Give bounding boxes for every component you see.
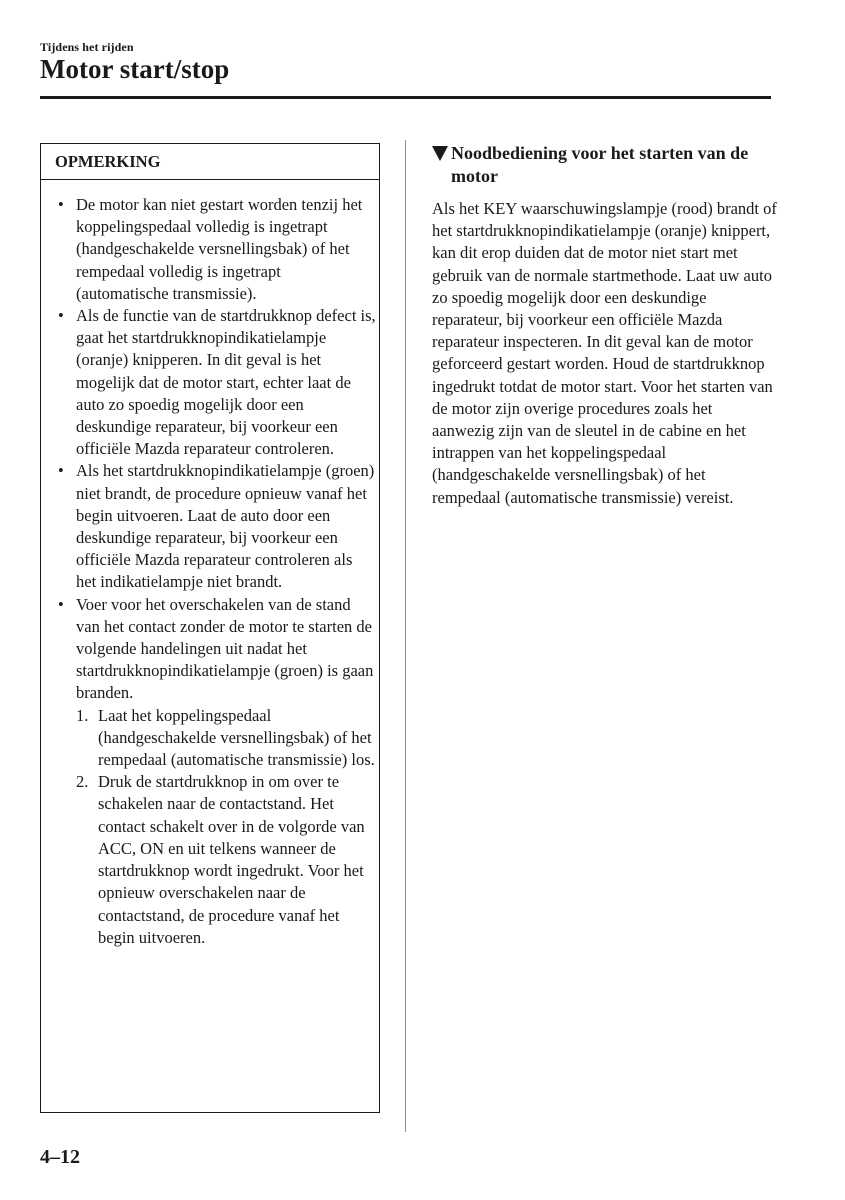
step-text: Laat het koppelingspedaal (handgeschakelde versnellingsbak) of het rempedaal (automatische transmissie) los. xyxy=(98,705,375,770)
note-bullet xyxy=(58,194,376,305)
step-text: Druk de startdrukknop in om over te schakelen naar de contactstand. Het contact schakelt over in de volgorde van ACC, ON en uit telkens wanneer de startdrukknop wordt ingedrukt. Voor het opnieuw overschakelen naar de contactstand, de procedure vanaf het begin uitvoeren. xyxy=(98,772,365,947)
page-title: Motor start/stop xyxy=(40,54,230,84)
bullet-text: Voer voor het overschakelen van de stand van het contact zonder de motor te starten de volgende handelingen uit nadat het startdrukknopindikatielampje (groen) is gaan branden. xyxy=(76,594,374,703)
note-title: OPMERKING xyxy=(41,144,379,180)
column-divider xyxy=(405,140,406,1132)
page-number: 4–12 xyxy=(40,1146,80,1168)
step-number: 1. xyxy=(76,705,89,725)
bullet-text: De motor kan niet gestart worden tenzij het koppelingspedaal volledig is ingetrapt (handgeschakelde versnellingsbak) of het rempedaal volledig is ingetrapt (automatische transmissie). xyxy=(76,195,363,303)
note-bullet xyxy=(58,460,376,593)
right-column xyxy=(432,142,777,509)
triangle-down-icon xyxy=(432,146,448,161)
section-body: Als het KEY waarschuwingslampje (rood) brandt of het startdrukknopindikatielampje (oranje) knippert, kan dit erop duiden dat de motor niet start met gebruik van de normale startmethode. Laat uw auto zo spoedig mogelijk door een deskundige reparateur, bij voorkeur een officiële Mazda reparateur inspecteren. In dit geval kan de motor geforceerd gestart worden. Houd de startdrukknop ingedrukt totdat de motor start. Voor het starten van de motor zijn overige procedures zoals het aanwezig zijn van de sleutel in de cabine en het intrappen van het koppelingspedaal (handgeschakelde versnellingsbak) of het rempedaal (automatische transmissie) vereist. xyxy=(432,199,777,507)
bullet-dot-icon: • xyxy=(58,461,64,481)
step-item xyxy=(58,771,376,949)
section-heading xyxy=(432,142,777,188)
note-bullet xyxy=(58,305,376,460)
note-body xyxy=(58,194,376,949)
bullet-text: Als de functie van de startdrukknop defect is, gaat het startdrukknopindikatielampje (oranje) knipperen. In dit geval is het mogelijk dat de motor start, echter laat de auto zo spoedig mogelijk door een deskundige reparateur, bij voorkeur een officiële Mazda reparateur controleren. xyxy=(76,306,376,459)
bullet-dot-icon: • xyxy=(58,195,64,214)
bullet-text: Als het startdrukknopindikatielampje (groen) niet brandt, de procedure opnieuw vanaf het begin uitvoeren. Laat de auto door een deskundige reparateur, bij voorkeur een officiële Mazda reparateur controleren als het indikatielampje niet brandt. xyxy=(76,461,375,592)
bullet-dot-icon: • xyxy=(58,594,64,614)
step-list xyxy=(58,705,376,949)
note-bullet xyxy=(58,594,376,705)
step-item xyxy=(58,705,376,772)
bullet-dot-icon: • xyxy=(58,306,64,326)
note-box xyxy=(40,143,380,1113)
header-divider xyxy=(40,96,771,99)
section-heading-text: Noodbediening voor het starten van de motor xyxy=(451,143,749,186)
step-number: 2. xyxy=(76,772,89,792)
section-label: Tijdens het rijden xyxy=(40,40,134,54)
